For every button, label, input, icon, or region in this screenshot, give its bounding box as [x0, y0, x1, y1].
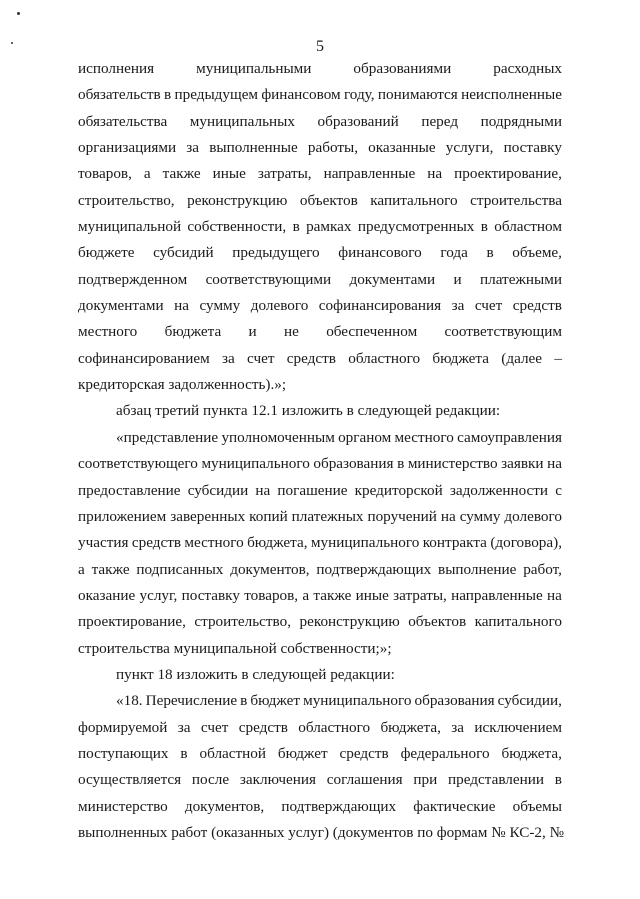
- word: средств: [131, 534, 182, 552]
- word: года: [440, 244, 468, 262]
- paragraph: [78, 688, 565, 846]
- word: муниципальными: [196, 60, 312, 77]
- word: после: [191, 771, 230, 789]
- word: поставку: [181, 586, 240, 604]
- word: образованиями: [353, 60, 452, 77]
- word: кредиторской: [354, 481, 443, 499]
- word: заверенных: [170, 507, 246, 525]
- word: средств: [339, 744, 389, 762]
- word: на: [547, 586, 562, 604]
- word: затраты,: [393, 586, 447, 604]
- word: документами: [78, 297, 164, 315]
- text-line: [78, 636, 562, 662]
- word: субсидии: [187, 481, 249, 499]
- document-body: [78, 56, 565, 846]
- word: соответствующего: [78, 455, 198, 473]
- word: областном: [494, 218, 562, 236]
- word: направленные: [451, 586, 543, 604]
- word: заявки: [501, 455, 544, 473]
- word: на: [440, 507, 456, 525]
- text-line: [78, 715, 562, 741]
- word: поставку: [503, 139, 562, 157]
- word: соответствующими: [205, 270, 332, 288]
- word: областной: [199, 744, 266, 762]
- text-line: [78, 504, 562, 530]
- word: образований: [317, 112, 399, 130]
- word: предыдущего: [232, 244, 320, 262]
- word: контракта: [422, 534, 487, 552]
- page-number: 5: [316, 38, 324, 55]
- word: оказанные: [368, 139, 436, 157]
- text-line: [78, 741, 562, 767]
- word: «18.: [116, 692, 143, 710]
- word: работ,: [523, 560, 562, 578]
- word: предоставление: [78, 481, 181, 499]
- word: документами: [349, 270, 436, 288]
- word: уполномоченным: [221, 428, 335, 446]
- word: заключения: [239, 771, 316, 789]
- word: рамках: [306, 218, 352, 236]
- text-line-content: кредиторская задолженность).»;: [78, 376, 287, 394]
- word: средств: [286, 349, 336, 367]
- word: строительство,: [194, 613, 291, 631]
- word: в: [292, 218, 300, 236]
- word: не: [284, 323, 299, 341]
- word: подписанных: [136, 560, 224, 578]
- word: товаров,: [78, 165, 132, 183]
- word: иные: [355, 586, 389, 604]
- text-line: [78, 214, 562, 240]
- word: перед: [421, 112, 459, 130]
- word: бюджета,: [501, 744, 562, 762]
- word: реконструкцию: [299, 613, 400, 631]
- word: услуг,: [139, 586, 178, 604]
- word: неисполненные: [461, 86, 562, 104]
- text-line: [78, 820, 565, 846]
- word: долевого: [504, 507, 562, 525]
- word: обязательства: [78, 112, 168, 130]
- word: бюджета,: [380, 718, 441, 736]
- word: понимаются: [377, 86, 458, 104]
- text-line: [78, 109, 562, 135]
- word: самоуправления: [457, 428, 562, 446]
- word: выполнение: [438, 560, 517, 578]
- word: исключением: [474, 718, 562, 736]
- text-line: [78, 240, 562, 266]
- word: муниципального: [310, 534, 420, 552]
- word: бюджет: [277, 744, 328, 762]
- word: затраты,: [257, 165, 312, 183]
- word: соглашения: [326, 771, 403, 789]
- word: также: [162, 165, 201, 183]
- word: подтвержденном: [78, 270, 188, 288]
- word: на: [547, 455, 562, 473]
- text-line: [78, 135, 562, 161]
- text-line: [78, 319, 562, 345]
- word: исполнения: [78, 60, 155, 77]
- word: областного: [348, 349, 421, 367]
- word: копий: [249, 507, 288, 525]
- word: организациями: [78, 139, 177, 157]
- text-line: [78, 583, 562, 609]
- text-line: [78, 662, 562, 688]
- word: работы,: [307, 139, 358, 157]
- word: платежными: [480, 270, 562, 288]
- paragraph: [78, 56, 562, 398]
- word: местного: [184, 534, 244, 552]
- word: на: [427, 165, 443, 183]
- text-line: [78, 767, 562, 793]
- word: бюджета: [164, 323, 222, 341]
- text-line: [78, 451, 562, 477]
- word: в: [486, 244, 494, 262]
- word: счет: [200, 718, 229, 736]
- word: образования: [414, 692, 495, 710]
- word: финансовом: [261, 86, 341, 104]
- word: бюджет: [250, 692, 301, 710]
- word: субсидии,: [497, 692, 562, 710]
- word: (далее: [501, 349, 543, 367]
- word: министерство: [407, 455, 498, 473]
- paragraph: [78, 662, 562, 688]
- word: платежных: [291, 507, 364, 525]
- word: на: [174, 297, 190, 315]
- word: финансового: [338, 244, 422, 262]
- word: при: [413, 771, 438, 789]
- word: средств: [512, 297, 562, 315]
- word: представлении: [448, 771, 544, 789]
- word: выполненные: [209, 139, 298, 157]
- word: а: [143, 165, 151, 183]
- word: подтверждающих: [316, 560, 432, 578]
- word: направленные: [323, 165, 416, 183]
- word: поручений: [367, 507, 437, 525]
- word: капитального: [474, 613, 562, 631]
- text-line: [78, 82, 562, 108]
- text-line-content: абзац третий пункта 12.1 изложить в следующей редакции:: [116, 402, 501, 420]
- text-line-content: пункт 18 изложить в следующей редакции:: [116, 665, 395, 683]
- word: с: [555, 481, 562, 499]
- word: органом: [338, 428, 392, 446]
- word: поступающих: [78, 744, 169, 762]
- word: предыдущем: [174, 86, 259, 104]
- word: на: [255, 481, 271, 499]
- word: реконструкцию: [187, 191, 288, 209]
- word: обеспеченном: [326, 323, 418, 341]
- word: сумму: [459, 507, 501, 525]
- word: областного: [298, 718, 371, 736]
- word: расходных: [493, 60, 562, 77]
- word: счет: [474, 297, 503, 315]
- word: и: [248, 323, 257, 341]
- text-line: [78, 372, 562, 398]
- scan-speck-1: [17, 12, 20, 15]
- paragraph: [78, 425, 562, 662]
- word: году,: [343, 86, 375, 104]
- word: сумму: [199, 297, 241, 315]
- word: софинансированием: [78, 349, 210, 367]
- paragraph: [78, 398, 562, 424]
- word: софинансирования: [318, 297, 442, 315]
- word: в: [240, 692, 248, 710]
- text-line: [78, 161, 562, 187]
- word: обязательств: [78, 86, 161, 104]
- word: товаров,: [244, 586, 299, 604]
- word: соответствующим: [444, 323, 562, 341]
- text-line: [78, 398, 562, 424]
- word: проектирование,: [78, 613, 186, 631]
- word: бюджета: [432, 349, 489, 367]
- word: министерство: [78, 797, 168, 815]
- text-line-content: строительства муниципальной собственности;»;: [78, 639, 392, 657]
- word: долевого: [250, 297, 309, 315]
- word: в: [180, 744, 188, 762]
- word: и: [453, 270, 462, 288]
- word: в: [480, 218, 488, 236]
- word: бюджета,: [247, 534, 308, 552]
- word: «представление: [116, 428, 219, 446]
- text-line: [78, 346, 562, 372]
- word: местного: [394, 428, 454, 446]
- word: оказание: [78, 586, 136, 604]
- word: в: [164, 86, 172, 104]
- word: за: [221, 349, 235, 367]
- word: за: [186, 139, 200, 157]
- word: а: [302, 586, 310, 604]
- word: приложением: [78, 507, 167, 525]
- word: иные: [212, 165, 246, 183]
- word: также: [91, 560, 130, 578]
- word: подрядными: [480, 112, 562, 130]
- word: Перечисление: [145, 692, 238, 710]
- word: объеме,: [512, 244, 562, 262]
- text-line: [78, 688, 562, 714]
- text-line: [78, 794, 562, 820]
- word: объемы: [512, 797, 562, 815]
- word: местного: [78, 323, 138, 341]
- word: муниципального: [303, 692, 412, 710]
- word: субсидий: [153, 244, 214, 262]
- word: участия: [78, 534, 129, 552]
- word: за: [451, 297, 465, 315]
- word: погашение: [277, 481, 348, 499]
- word: собственности,: [187, 218, 287, 236]
- word: (договора),: [490, 534, 562, 552]
- word: счет: [247, 349, 275, 367]
- word: задолженности: [449, 481, 549, 499]
- text-line: [78, 188, 562, 214]
- text-line: [78, 530, 562, 556]
- word: предусмотренных: [357, 218, 475, 236]
- word: муниципальных: [189, 112, 295, 130]
- text-line: [78, 425, 562, 451]
- word: объектов: [299, 191, 358, 209]
- word: объектов: [408, 613, 467, 631]
- text-line-content: выполненных работ (оказанных услуг) (документов по формам № КС-2, №: [78, 823, 565, 841]
- word: бюджете: [78, 244, 135, 262]
- text-line: [78, 478, 562, 504]
- word: строительство,: [78, 191, 175, 209]
- word: –: [554, 349, 562, 367]
- word: проектирование,: [454, 165, 562, 183]
- word: средств: [238, 718, 288, 736]
- text-line: [78, 293, 562, 319]
- word: документов,: [184, 797, 265, 815]
- word: в: [554, 771, 562, 789]
- word: документов,: [230, 560, 310, 578]
- word: за: [177, 718, 191, 736]
- word: капитального: [370, 191, 458, 209]
- word: муниципальной: [78, 218, 182, 236]
- word: в: [397, 455, 405, 473]
- word: также: [313, 586, 352, 604]
- word: образования: [313, 455, 394, 473]
- word: федерального: [400, 744, 490, 762]
- text-line: [78, 557, 562, 583]
- word: муниципального: [201, 455, 310, 473]
- scan-speck-2: [11, 42, 13, 44]
- word: формируемой: [78, 718, 168, 736]
- word: а: [78, 560, 85, 578]
- word: за: [451, 718, 465, 736]
- text-line: [78, 56, 562, 82]
- word: услуги,: [445, 139, 494, 157]
- word: строительства: [470, 191, 562, 209]
- text-line: [78, 267, 562, 293]
- text-line: [78, 609, 562, 635]
- word: подтверждающих: [281, 797, 397, 815]
- word: фактические: [413, 797, 496, 815]
- word: осуществляется: [78, 771, 182, 789]
